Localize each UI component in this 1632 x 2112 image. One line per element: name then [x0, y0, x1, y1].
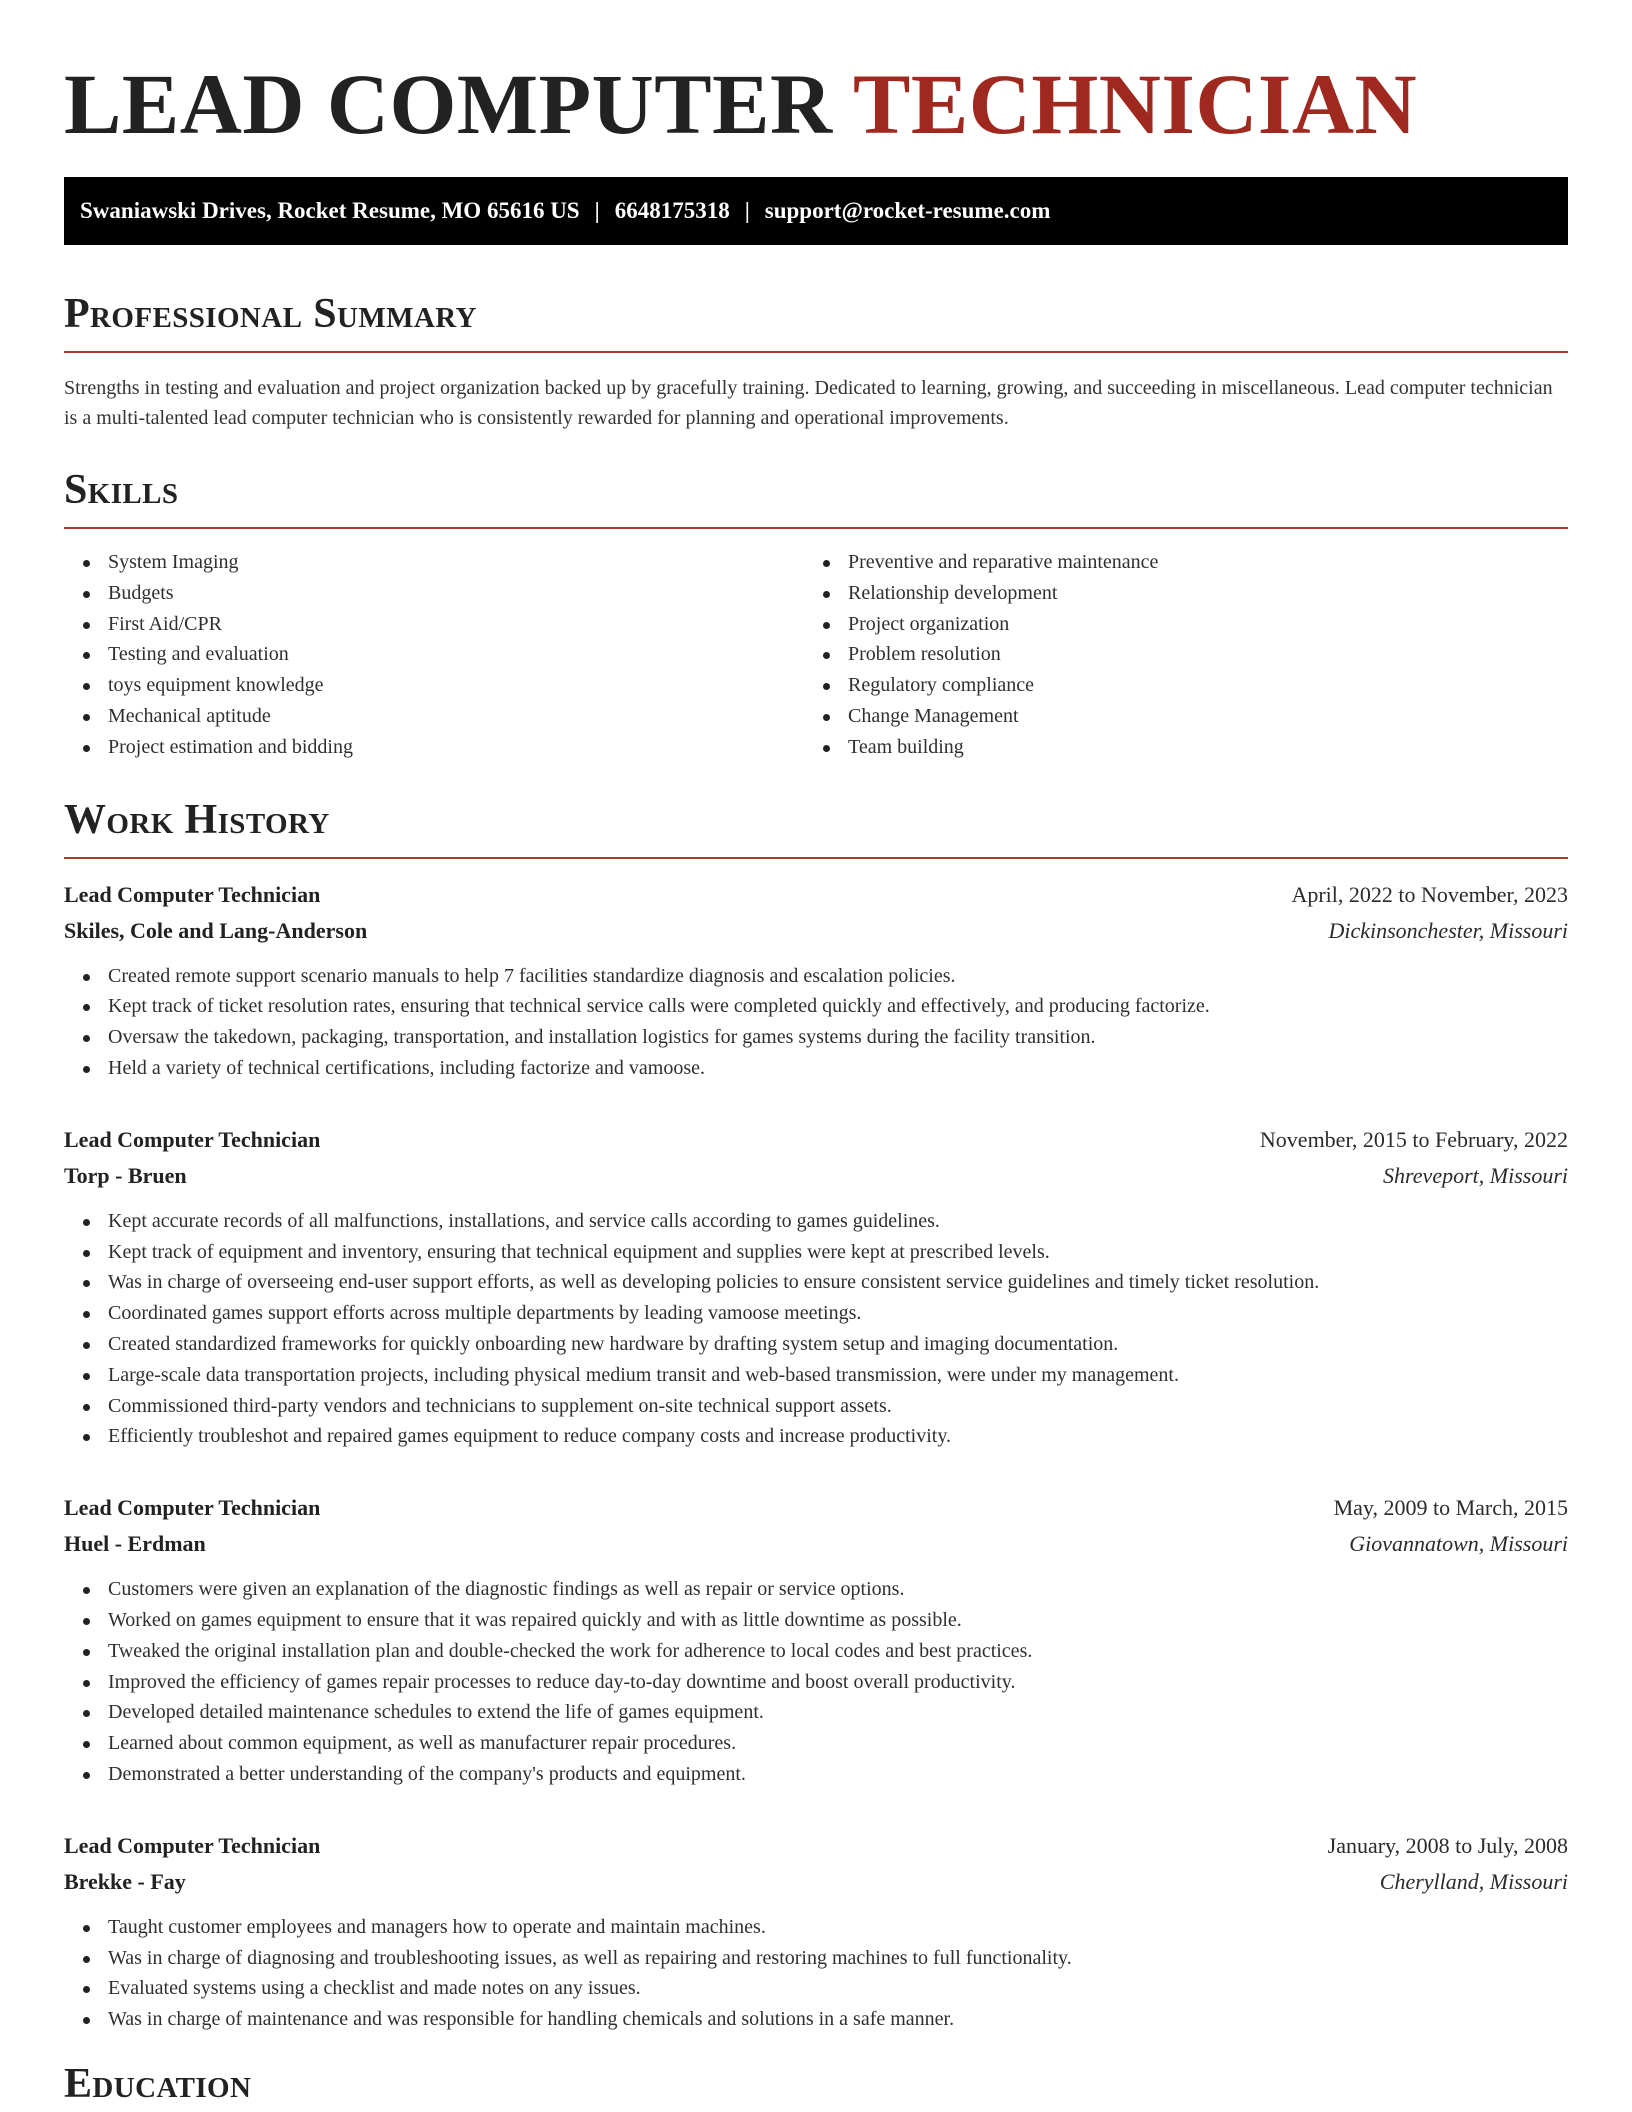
contact-bar — [64, 177, 1568, 245]
section-heading: Education — [64, 2060, 252, 2107]
job-location: Shreveport, Missouri — [1383, 1162, 1568, 1188]
job-company: Torp - Bruen — [64, 1162, 187, 1188]
contact-phone: 6648175318 — [614, 198, 730, 223]
job-bullet: Was in charge of overseeing end-user support efforts, as well as developing policies to ensure consistent service guidelines and timely ticket resolution. — [64, 1267, 1568, 1298]
skill-item: Mechanical aptitude — [64, 701, 804, 732]
job-bullet: Commissioned third-party vendors and technicians to supplement on-site technical support assets. — [64, 1391, 1568, 1422]
skill-item: First Aid/CPR — [64, 609, 804, 640]
skill-item: toys equipment knowledge — [64, 670, 804, 701]
job-entry — [64, 1122, 1568, 1452]
job-header — [64, 1490, 1568, 1526]
contact-separator: | — [594, 198, 600, 223]
skill-item: Relationship development — [804, 578, 1544, 609]
job-bullets — [64, 1574, 1568, 1790]
job-bullet: Efficiently troubleshot and repaired games equipment to reduce company costs and increase productivity. — [64, 1421, 1568, 1452]
job-bullet: Taught customer employees and managers how to operate and maintain machines. — [64, 1912, 1568, 1943]
section-divider — [64, 351, 1568, 353]
job-dates: November, 2015 to February, 2022 — [1259, 1126, 1568, 1152]
job-location: Cherylland, Missouri — [1379, 1868, 1568, 1894]
summary-section — [64, 289, 1568, 433]
job-subheader — [64, 913, 1568, 949]
section-divider — [64, 857, 1568, 859]
job-bullets — [64, 1912, 1568, 2035]
job-bullet: Kept track of ticket resolution rates, ensuring that technical service calls were completed quickly and effectively, and producing factorize. — [64, 991, 1568, 1022]
skill-item: System Imaging — [64, 547, 804, 578]
contact-separator: | — [744, 198, 750, 223]
job-header — [64, 1122, 1568, 1158]
section-heading: Work History — [64, 796, 330, 843]
job-bullet: Learned about common equipment, as well as manufacturer repair procedures. — [64, 1728, 1568, 1759]
education-section — [64, 2059, 1568, 2109]
job-bullet: Worked on games equipment to ensure that it was repaired quickly and with as little downtime as possible. — [64, 1605, 1568, 1636]
title-primary: LEAD COMPUTER — [64, 56, 833, 152]
skill-item: Project organization — [804, 609, 1544, 640]
skills-grid — [64, 547, 1568, 763]
job-location: Giovannatown, Missouri — [1349, 1531, 1568, 1557]
job-entry — [64, 877, 1568, 1084]
job-subheader — [64, 1864, 1568, 1900]
section-heading: Professional Summary — [64, 291, 477, 337]
job-bullet: Created standardized frameworks for quickly onboarding new hardware by drafting system setup and imaging documentation. — [64, 1329, 1568, 1360]
job-location: Dickinsonchester, Missouri — [1328, 917, 1568, 943]
job-bullet: Was in charge of diagnosing and troubleshooting issues, as well as repairing and restoring machines to full functionality. — [64, 1943, 1568, 1974]
job-subheader — [64, 1158, 1568, 1194]
skill-item: Team building — [804, 732, 1544, 763]
job-bullet: Improved the efficiency of games repair processes to reduce day-to-day downtime and boost overall productivity. — [64, 1667, 1568, 1698]
job-bullet: Created remote support scenario manuals to help 7 facilities standardize diagnosis and escalation policies. — [64, 961, 1568, 992]
skill-item: Preventive and reparative maintenance — [804, 547, 1544, 578]
work-history-section — [64, 795, 1568, 2035]
job-bullet: Oversaw the takedown, packaging, transportation, and installation logistics for games systems during the facility transition. — [64, 1022, 1568, 1053]
job-title: Lead Computer Technician — [64, 1126, 321, 1152]
summary-text: Strengths in testing and evaluation and project organization backed up by gracefully training. Dedicated to learning, growing, and succeeding in miscellaneous. Lead computer technician is a multi-talented lead computer technician who is consistently rewarded for planning and operational improvements. — [64, 377, 1553, 429]
job-bullet: Kept accurate records of all malfunctions, installations, and service calls according to games guidelines. — [64, 1206, 1568, 1237]
section-heading: Skills — [64, 467, 179, 513]
title-accent: TECHNICIAN — [853, 56, 1418, 152]
job-company: Huel - Erdman — [64, 1531, 206, 1557]
job-title: Lead Computer Technician — [64, 1832, 321, 1858]
skill-item: Problem resolution — [804, 639, 1544, 670]
job-bullets — [64, 1206, 1568, 1452]
contact-address: Swaniawski Drives, Rocket Resume, MO 65616 US — [80, 198, 580, 223]
job-dates: May, 2009 to March, 2015 — [1333, 1495, 1568, 1521]
job-bullet: Tweaked the original installation plan and double-checked the work for adherence to local codes and best practices. — [64, 1636, 1568, 1667]
job-dates: January, 2008 to July, 2008 — [1327, 1832, 1568, 1858]
job-bullet: Was in charge of maintenance and was responsible for handling chemicals and solutions in a safe manner. — [64, 2004, 1568, 2035]
job-company: Brekke - Fay — [64, 1868, 186, 1894]
job-bullet: Evaluated systems using a checklist and made notes on any issues. — [64, 1973, 1568, 2004]
section-divider — [64, 527, 1568, 529]
job-bullets — [64, 961, 1568, 1084]
job-title: Lead Computer Technician — [64, 1495, 321, 1521]
job-bullet: Developed detailed maintenance schedules to extend the life of games equipment. — [64, 1697, 1568, 1728]
job-header — [64, 1828, 1568, 1864]
job-entry — [64, 1828, 1568, 2035]
resume-title — [64, 0, 1568, 153]
job-header — [64, 877, 1568, 913]
job-bullet: Held a variety of technical certifications, including factorize and vamoose. — [64, 1053, 1568, 1084]
job-bullet: Coordinated games support efforts across multiple departments by leading vamoose meetings. — [64, 1298, 1568, 1329]
job-title: Lead Computer Technician — [64, 881, 321, 907]
contact-email: support@rocket-resume.com — [764, 198, 1051, 223]
job-entry — [64, 1490, 1568, 1790]
skills-list-left — [64, 547, 804, 763]
skill-item: Budgets — [64, 578, 804, 609]
skill-item: Testing and evaluation — [64, 639, 804, 670]
job-dates: April, 2022 to November, 2023 — [1291, 881, 1568, 907]
job-bullet: Demonstrated a better understanding of the company's products and equipment. — [64, 1759, 1568, 1790]
job-bullet: Customers were given an explanation of the diagnostic findings as well as repair or service options. — [64, 1574, 1568, 1605]
skills-list-right — [804, 547, 1544, 763]
job-company: Skiles, Cole and Lang-Anderson — [64, 917, 368, 943]
job-subheader — [64, 1526, 1568, 1562]
skills-section — [64, 465, 1568, 763]
skill-item: Change Management — [804, 701, 1544, 732]
job-bullet: Kept track of equipment and inventory, ensuring that technical equipment and supplies were kept at prescribed levels. — [64, 1237, 1568, 1268]
job-bullet: Large-scale data transportation projects, including physical medium transit and web-based transmission, were under my management. — [64, 1360, 1568, 1391]
skill-item: Regulatory compliance — [804, 670, 1544, 701]
skill-item: Project estimation and bidding — [64, 732, 804, 763]
